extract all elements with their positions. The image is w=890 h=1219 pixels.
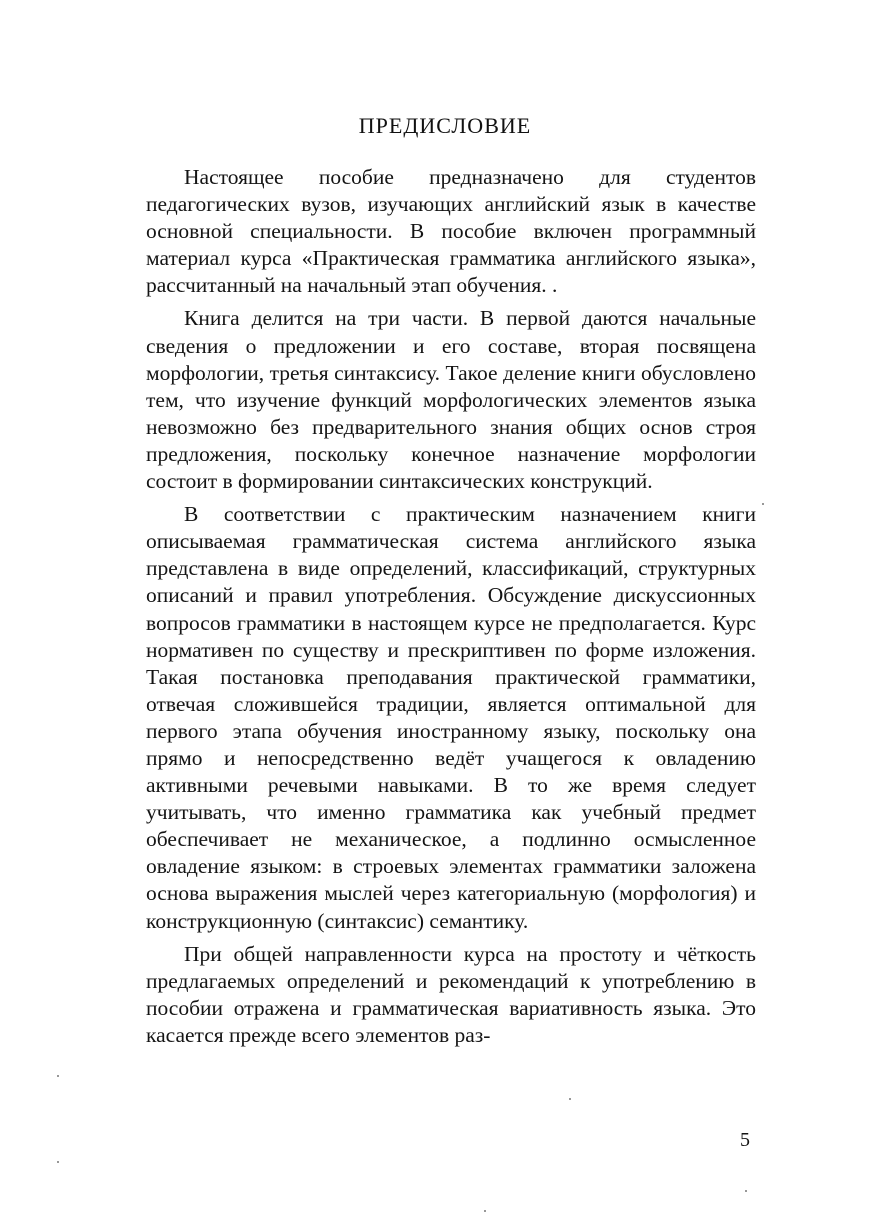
scan-speck: [745, 1190, 747, 1192]
page-title: ПРЕДИСЛОВИЕ: [358, 113, 532, 138]
paragraph-3: В соответствии с практическим назначением книги описываемая грамматическая система английского языка представлена в виде определений, классификаций, структурных описаний и правил употребления. Обсуждение дискуссионных вопросов грамматики в настоящем курсе не предполагается. Курс нормативен по существу и прескриптивен по форме изложения. Такая постановка преподавания практической грамматики, отвечая сложившейся традиции, является оптимальной для первого этапа обучения иностранному языку, поскольку она прямо и непосредственно ведёт учащегося к овладению активными речевыми навыками. В то же время следует учитывать, что именно грамматика как учебный предмет обеспечивает не механическое, а подлинно осмысленное овладение языком: в строевых элементах грамматики заложена основа выражения мыслей через категориальную (морфология) и конструкционную (синтаксис) семантику.: [146, 502, 756, 933]
paragraph-1: Настоящее пособие предназначено для студентов педагогических вузов, изучающих английский язык в качестве основной специальности. В пособие включен программный материал курса «Практическая грамматика английского языка», рассчитанный на начальный этап обучения. .: [146, 165, 756, 298]
scan-speck: [57, 1075, 59, 1077]
scan-speck: [57, 1161, 59, 1163]
scan-speck: [569, 1098, 571, 1100]
paragraph-2: Книга делится на три части. В первой даются начальные сведения о предложении и его составе, вторая посвящена морфологии, третья синтаксису. Такое деление книги обусловлено тем, что изучение функций морфологических элементов языка невозможно без предварительного знания общих основ строя предложения, поскольку конечное назначение морфологии состоит в формировании синтаксических конструкций.: [146, 306, 756, 494]
scan-speck: [762, 503, 764, 505]
scan-speck: [484, 1210, 486, 1212]
page-number: 5: [740, 1129, 750, 1151]
body-text: [146, 164, 756, 1049]
paragraph-4: При общей направленности курса на простоту и чёткость предлагаемых определений и рекомендаций к употреблению в пособии отражена и грамматическая вариативность языка. Это касается прежде всего элементов раз-: [146, 941, 756, 1047]
